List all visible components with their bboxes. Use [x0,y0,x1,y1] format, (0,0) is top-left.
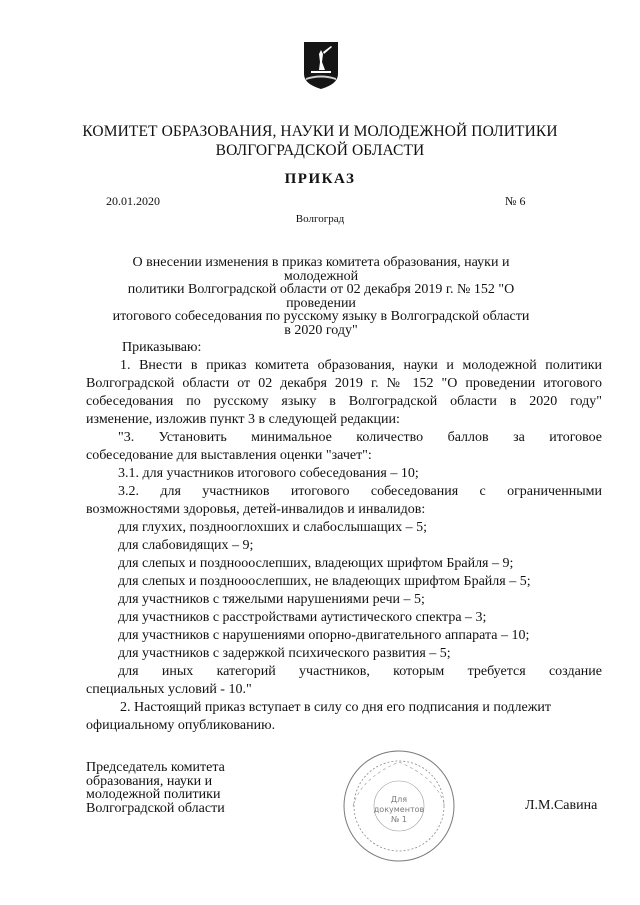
signer-position-line: образования, науки и [86,773,213,789]
order-intro: Приказываю: [122,340,202,355]
document-date: 20.01.2020 [106,194,160,208]
document-title: ПРИКАЗ [284,171,356,187]
subject-line: О внесении изменения в приказ комитета образования, науки и молодежной [132,255,510,284]
svg-text:№ 1: № 1 [391,815,407,824]
category-line: для участников с расстройствами аутистического спектра – 3; [118,610,487,625]
item1-line: собеседования по русскому языку в Волгоградской области в 2020 году" [86,394,602,409]
other-line: специальных условий - 10." [86,682,252,697]
signer-position-line: Волгоградской области [86,800,225,816]
category-line: для слабовидящих – 9; [118,538,254,553]
category-line: для слепых и позднооослепших, владеющих шрифтом Брайля – 9; [118,556,514,571]
point32-line: 3.2. для участников итогового собеседования с ограниченными [118,484,602,499]
item2-line: официальному опубликованию. [86,718,276,733]
other-line: для иных категорий участников, которым требуется создание [118,664,602,679]
point31-line: 3.1. для участников итогового собеседования – 10; [118,466,419,481]
official-stamp [341,748,457,864]
category-line: для участников с тяжелыми нарушениями речи – 5; [118,592,425,607]
point3-line: "3. Установить минимальное количество баллов за итоговое [118,430,602,445]
organization-line: КОМИТЕТ ОБРАЗОВАНИЯ, НАУКИ И МОЛОДЕЖНОЙ ПОЛИТИКИ [82,123,558,140]
signer-name: Л.М.Савина [525,798,598,813]
coat-of-arms-icon [302,40,340,90]
document-body [86,339,602,735]
category-line: для участников с задержкой психического развития – 5; [118,646,451,661]
category-line: для слепых и позднооослепших, не владеющих шрифтом Брайля – 5; [118,574,531,589]
category-line: для участников с нарушениями опорно-двигательного аппарата – 10; [118,628,530,643]
category-line: для глухих, позднооглохших и слабослышащих – 5; [118,520,428,535]
organization-name [60,122,580,160]
document-city: Волгоград [295,213,345,225]
organization-line: ВОЛГОГРАДСКОЙ ОБЛАСТИ [215,142,425,159]
point3-line: собеседование для выставления оценки "зачет": [86,448,372,463]
item1-line: Волгоградской области от 02 декабря 2019 г. № 152 "О проведении итогового [86,376,602,391]
signer-position [86,761,225,815]
subject-line: политики Волгоградской области от 02 декабря 2019 г. № 152 "О проведении [127,282,515,311]
svg-text:Для: Для [390,795,408,804]
signer-position-line: молодежной политики [86,787,221,802]
item1-line: 1. Внести в приказ комитета образования, науки и молодежной политики [120,358,602,373]
item2-line: 2. Настоящий приказ вступает в силу со дня его подписания и подлежит [120,700,552,715]
subject-line: в 2020 году" [284,322,358,338]
document-subject [96,256,546,337]
document-number: № 6 [505,194,526,208]
item1-line: изменение, изложив пункт 3 в следующей редакции: [86,412,400,427]
point32-line: возможностями здоровья, детей-инвалидов и инвалидов: [86,502,426,517]
subject-line: итогового собеседования по русскому языку в Волгоградской области [112,309,530,324]
signer-position-line: Председатель комитета [86,760,225,775]
svg-text:документов: документов [373,805,425,814]
